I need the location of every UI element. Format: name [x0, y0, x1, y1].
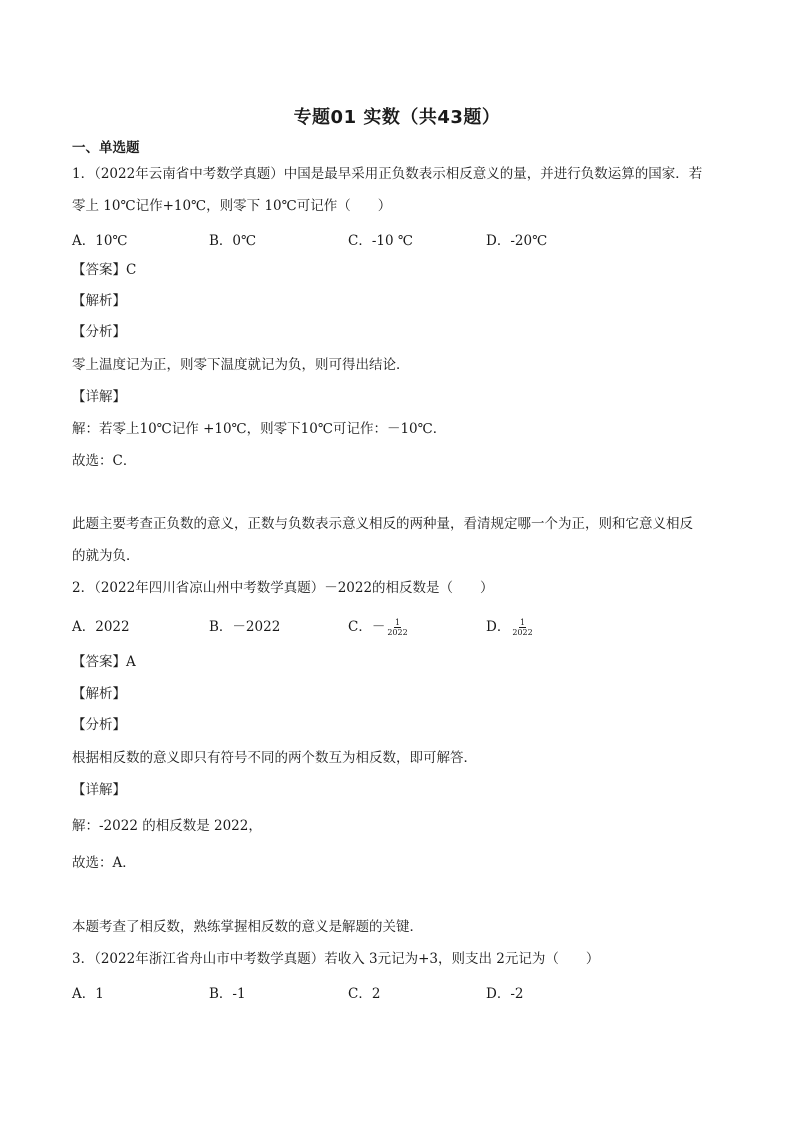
- q2-stem: 2．（2022年四川省凉山州中考数学真题）－2022的相反数是（ ）: [72, 580, 494, 596]
- q3-option-b: B．-1: [209, 986, 246, 1002]
- q2-analysis-label: 【解析】: [72, 686, 126, 702]
- q1-choose: 故选：C．: [72, 453, 137, 469]
- q2-option-d-prefix: D．: [486, 619, 511, 635]
- q1-summary-line1: 此题主要考查正负数的意义，正数与负数表示意义相反的两种量，看清规定哪一个为正，则和它意义相反: [72, 516, 693, 532]
- q2-fenxi-text: 根据相反数的意义即只有符号不同的两个数互为相反数，即可解答．: [72, 750, 477, 766]
- q2-option-c-prefix: C．－: [348, 619, 386, 635]
- q2-option-c-denominator: 2022: [387, 628, 408, 637]
- q2-option-c-numerator: 1: [394, 618, 401, 627]
- q1-summary-line2: 的就为负．: [72, 548, 140, 564]
- q2-option-b: B．－2022: [209, 619, 281, 635]
- q1-option-a: A．10℃: [72, 233, 128, 249]
- q2-options: [72, 615, 732, 637]
- q1-analysis-label: 【解析】: [72, 293, 126, 309]
- q2-option-d-denominator: 2022: [512, 628, 533, 637]
- q2-fenxi-label: 【分析】: [72, 717, 126, 733]
- q2-detail-text: 解：-2022 的相反数是 2022，: [72, 818, 262, 834]
- page-title: 专题01 实数（共43题）: [293, 107, 501, 128]
- q2-summary: 本题考查了相反数，熟练掌握相反数的意义是解题的关键．: [72, 919, 423, 935]
- q1-options: [72, 229, 732, 251]
- q3-option-d: D．-2: [486, 986, 524, 1002]
- q1-stem-line2: 零上 10℃记作+10℃，则零下 10℃可记作（ ）: [72, 198, 392, 214]
- q1-option-b: B．0℃: [209, 233, 257, 249]
- q3-options: [72, 982, 732, 1004]
- q2-option-d-fraction: [511, 618, 533, 637]
- q2-option-d-numerator: 1: [519, 618, 526, 627]
- section-heading: 一、单选题: [72, 140, 140, 156]
- q1-answer: 【答案】C: [72, 262, 137, 278]
- q1-option-c: C．-10 ℃: [348, 233, 413, 249]
- q2-choose: 故选：A．: [72, 855, 136, 871]
- q3-option-c: C．2: [348, 986, 381, 1002]
- q3-stem: 3．（2022年浙江省舟山市中考数学真题）若收入 3元记为+3，则支出 2元记为（ ）: [72, 951, 600, 967]
- q1-fenxi-label: 【分析】: [72, 324, 126, 340]
- q2-detail-label: 【详解】: [72, 782, 126, 798]
- q1-fenxi-text: 零上温度记为正，则零下温度就记为负，则可得出结论．: [72, 357, 410, 373]
- q1-detail-label: 【详解】: [72, 389, 126, 405]
- q2-answer: 【答案】A: [72, 654, 136, 670]
- q1-detail-text: 解：若零上10℃记作 +10℃，则零下10℃可记作：－10℃．: [72, 421, 447, 437]
- q2-option-c-fraction: [386, 618, 408, 637]
- q1-stem-line1: 1．（2022年云南省中考数学真题）中国是最早采用正负数表示相反意义的量，并进行负数运算的国家．若: [72, 166, 703, 182]
- q2-option-d: [486, 615, 534, 637]
- q2-option-a: A．2022: [72, 619, 130, 635]
- q3-option-a: A．1: [72, 986, 104, 1002]
- q1-option-d: D．-20℃: [486, 233, 548, 249]
- q2-option-c: [348, 615, 409, 637]
